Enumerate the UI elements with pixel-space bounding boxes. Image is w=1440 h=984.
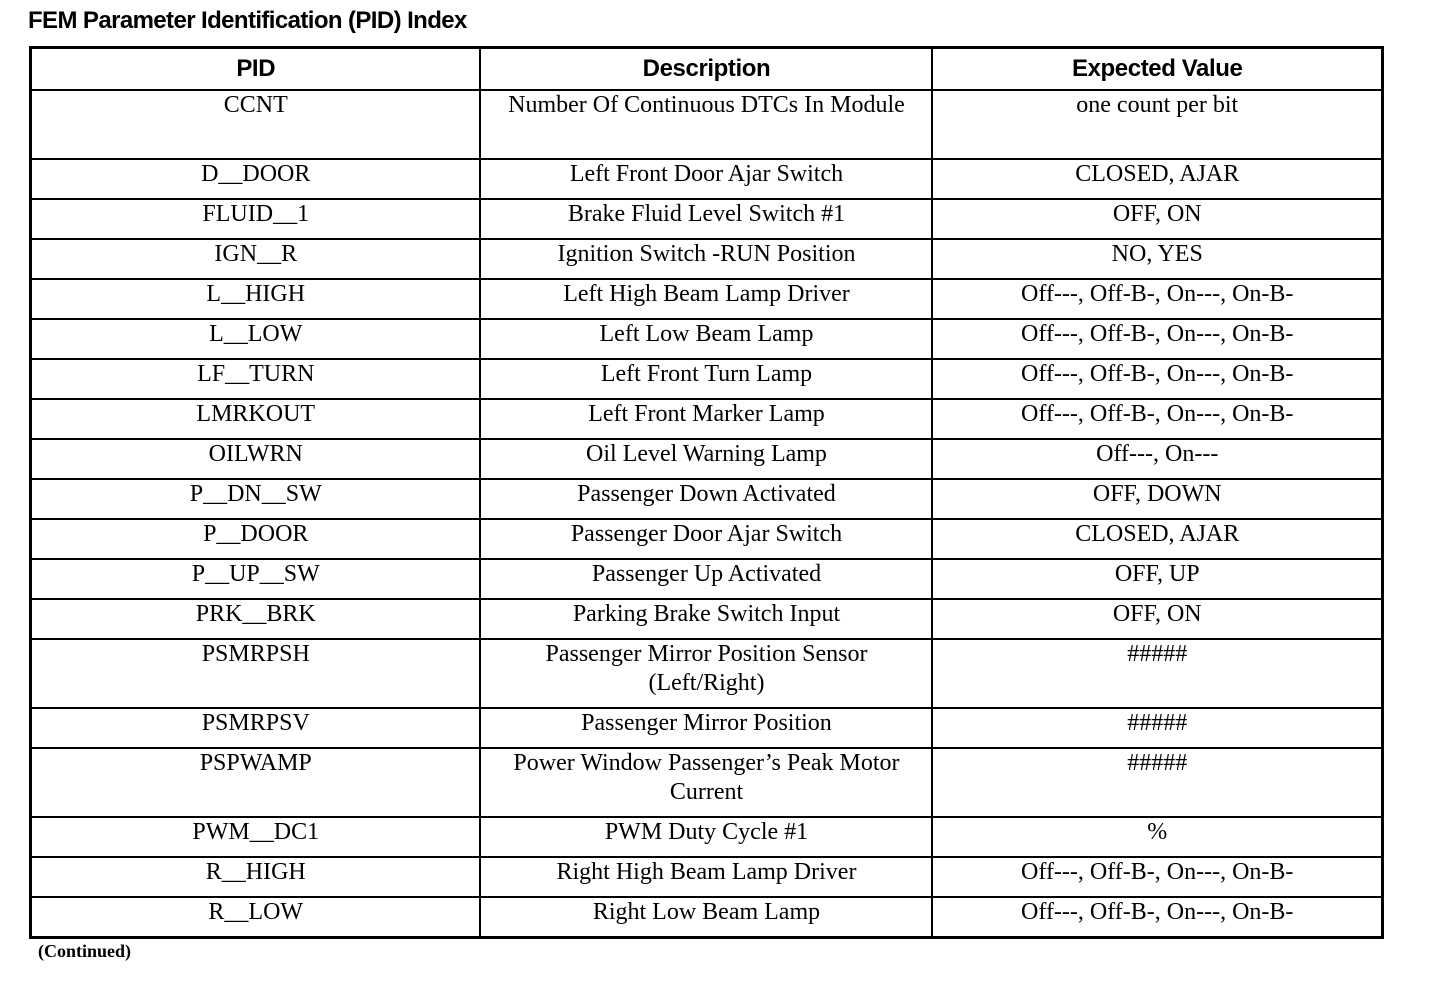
expected-value-cell: Off---, Off-B-, On---, On-B- [932,279,1382,319]
expected-value-cell: CLOSED, AJAR [932,519,1382,559]
pid-cell: OILWRN [31,439,481,479]
description-cell: Power Window Passenger’s Peak Motor Current [480,748,932,817]
pid-cell: P__UP__SW [31,559,481,599]
expected-value-cell: NO, YES [932,239,1382,279]
column-header-expected-value: Expected Value [932,48,1382,91]
table-row [31,359,1383,399]
table-row [31,239,1383,279]
expected-value-cell: Off---, Off-B-, On---, On-B- [932,399,1382,439]
description-cell: Left Front Turn Lamp [480,359,932,399]
pid-cell: L__HIGH [31,279,481,319]
pid-cell: PSMRPSH [31,639,481,708]
table-row [31,708,1383,748]
pid-cell: PSPWAMP [31,748,481,817]
expected-value-cell: Off---, Off-B-, On---, On-B- [932,319,1382,359]
expected-value-cell: one count per bit [932,90,1382,159]
description-cell: Passenger Mirror Position [480,708,932,748]
table-row [31,639,1383,708]
description-cell: Passenger Door Ajar Switch [480,519,932,559]
description-cell: Passenger Mirror Position Sensor (Left/Right) [480,639,932,708]
pid-cell: IGN__R [31,239,481,279]
description-cell: Left High Beam Lamp Driver [480,279,932,319]
table-row [31,279,1383,319]
expected-value-cell: OFF, UP [932,559,1382,599]
table-row [31,559,1383,599]
description-cell: Ignition Switch -RUN Position [480,239,932,279]
pid-cell: P__DN__SW [31,479,481,519]
description-cell: Oil Level Warning Lamp [480,439,932,479]
table-row [31,199,1383,239]
table-row [31,897,1383,938]
description-cell: Left Low Beam Lamp [480,319,932,359]
column-header-description: Description [480,48,932,91]
pid-cell: FLUID__1 [31,199,481,239]
table-row [31,439,1383,479]
table-row [31,599,1383,639]
table-row [31,748,1383,817]
expected-value-cell: Off---, Off-B-, On---, On-B- [932,857,1382,897]
description-cell: Right High Beam Lamp Driver [480,857,932,897]
pid-cell: PSMRPSV [31,708,481,748]
pid-cell: L__LOW [31,319,481,359]
description-cell: Brake Fluid Level Switch #1 [480,199,932,239]
expected-value-cell: % [932,817,1382,857]
table-row [31,399,1383,439]
page-title: FEM Parameter Identification (PID) Index [28,7,467,34]
expected-value-cell: Off---, On--- [932,439,1382,479]
continued-note: (Continued) [38,941,132,961]
table-row [31,519,1383,559]
expected-value-cell: ##### [932,708,1382,748]
expected-value-cell: CLOSED, AJAR [932,159,1382,199]
pid-cell: LMRKOUT [31,399,481,439]
pid-cell: D__DOOR [31,159,481,199]
table-header-row [31,48,1383,91]
expected-value-cell: Off---, Off-B-, On---, On-B- [932,897,1382,938]
expected-value-cell: ##### [932,639,1382,708]
expected-value-cell: OFF, DOWN [932,479,1382,519]
table-row [31,857,1383,897]
pid-cell: R__HIGH [31,857,481,897]
pid-index-table [29,46,1384,939]
table-row [31,159,1383,199]
description-cell: Passenger Down Activated [480,479,932,519]
description-cell: Left Front Marker Lamp [480,399,932,439]
table-row [31,817,1383,857]
pid-cell: LF__TURN [31,359,481,399]
expected-value-cell: Off---, Off-B-, On---, On-B- [932,359,1382,399]
table-row [31,319,1383,359]
pid-cell: R__LOW [31,897,481,938]
pid-cell: P__DOOR [31,519,481,559]
table-row [31,90,1383,159]
pid-cell: PWM__DC1 [31,817,481,857]
expected-value-cell: ##### [932,748,1382,817]
description-cell: PWM Duty Cycle #1 [480,817,932,857]
description-cell: Parking Brake Switch Input [480,599,932,639]
pid-cell: CCNT [31,90,481,159]
expected-value-cell: OFF, ON [932,599,1382,639]
table-row [31,479,1383,519]
pid-cell: PRK__BRK [31,599,481,639]
description-cell: Passenger Up Activated [480,559,932,599]
description-cell: Left Front Door Ajar Switch [480,159,932,199]
expected-value-cell: OFF, ON [932,199,1382,239]
column-header-pid: PID [31,48,481,91]
description-cell: Number Of Continuous DTCs In Module [480,90,932,159]
description-cell: Right Low Beam Lamp [480,897,932,938]
